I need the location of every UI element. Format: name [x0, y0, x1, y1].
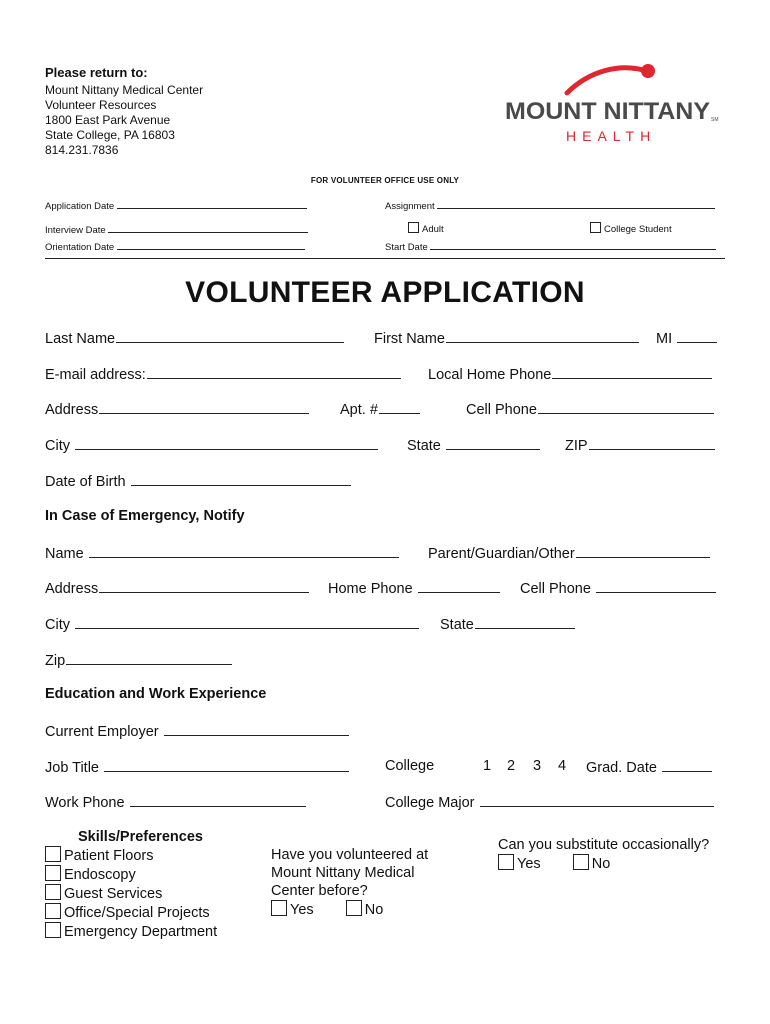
- city-line[interactable]: [75, 436, 378, 450]
- relation-line[interactable]: [576, 544, 710, 558]
- volunteered-yes-option[interactable]: [271, 902, 314, 918]
- mi-line[interactable]: [677, 329, 717, 343]
- grad-date-label: Grad. Date: [586, 760, 657, 776]
- emergency-cell-phone-line[interactable]: [596, 579, 716, 593]
- state-label: State: [407, 438, 441, 454]
- emergency-name-field[interactable]: [45, 544, 399, 562]
- cell-phone-label: Cell Phone: [466, 402, 537, 418]
- city-field[interactable]: [45, 436, 378, 454]
- last-name-field[interactable]: [45, 329, 344, 347]
- logo-tm: SM: [711, 117, 719, 123]
- substitute-question-text: Can you substitute occasionally?: [498, 837, 710, 853]
- skills-section: [45, 828, 217, 941]
- emergency-heading: In Case of Emergency, Notify: [45, 508, 245, 524]
- volunteered-yes-checkbox[interactable]: [271, 900, 287, 916]
- skill-option[interactable]: [45, 865, 217, 884]
- local-home-phone-field[interactable]: [428, 365, 712, 383]
- year-1-option[interactable]: 1: [483, 758, 492, 774]
- guest-services-checkbox[interactable]: [45, 884, 61, 900]
- job-title-field[interactable]: [45, 758, 349, 776]
- address-field[interactable]: [45, 400, 309, 418]
- emergency-department-checkbox[interactable]: [45, 922, 61, 938]
- emergency-address-field[interactable]: [45, 579, 309, 597]
- job-title-line[interactable]: [104, 758, 349, 772]
- emergency-city-field[interactable]: [45, 615, 419, 633]
- return-city: State College, PA 16803: [45, 128, 175, 142]
- college-major-line[interactable]: [480, 793, 714, 807]
- work-phone-field[interactable]: [45, 793, 306, 811]
- skills-heading: Skills/Preferences: [78, 829, 203, 845]
- emergency-state-field[interactable]: [440, 615, 575, 633]
- application-date-label: Application Date: [45, 201, 115, 212]
- skill-option[interactable]: [45, 922, 217, 941]
- emergency-home-phone-label: Home Phone: [328, 581, 413, 597]
- substitute-yes-label: Yes: [517, 856, 541, 872]
- substitute-yes-checkbox[interactable]: [498, 854, 514, 870]
- adult-option[interactable]: [408, 222, 444, 235]
- orientation-date-field[interactable]: [45, 239, 305, 253]
- first-name-field[interactable]: [374, 329, 639, 347]
- local-home-phone-line[interactable]: [552, 365, 712, 379]
- skill-option[interactable]: [45, 846, 217, 865]
- skill-label: Endoscopy: [64, 867, 136, 883]
- mount-nittany-health-logo: [505, 60, 720, 150]
- return-phone: 814.231.7836: [45, 143, 119, 157]
- year-3-option[interactable]: 3: [533, 758, 542, 774]
- emergency-name-label: Name: [45, 546, 84, 562]
- adult-checkbox[interactable]: [408, 222, 419, 233]
- last-name-label: Last Name: [45, 331, 116, 347]
- interview-date-label: Interview Date: [45, 225, 106, 236]
- skill-option[interactable]: [45, 903, 217, 922]
- emergency-state-label: State: [440, 617, 474, 633]
- patient-floors-checkbox[interactable]: [45, 846, 61, 862]
- adult-label: Adult: [422, 224, 444, 235]
- city-label: City: [45, 438, 70, 454]
- grad-date-line[interactable]: [662, 758, 712, 772]
- emergency-zip-label: Zip: [45, 653, 66, 669]
- state-line[interactable]: [446, 436, 540, 450]
- substitute-no-label: No: [591, 856, 611, 872]
- cell-phone-field[interactable]: [466, 400, 714, 418]
- education-heading: Education and Work Experience: [45, 686, 267, 702]
- college-student-option[interactable]: [590, 222, 672, 235]
- start-date-field[interactable]: [385, 239, 716, 253]
- emergency-state-line[interactable]: [475, 615, 575, 629]
- apt-line[interactable]: [379, 400, 420, 414]
- office-projects-checkbox[interactable]: [45, 903, 61, 919]
- interview-date-line[interactable]: [108, 222, 308, 233]
- volunteered-question-line: Mount Nittany Medical: [271, 865, 415, 881]
- address-line[interactable]: [99, 400, 309, 414]
- year-4-option[interactable]: 4: [558, 758, 567, 774]
- cell-phone-line[interactable]: [538, 400, 714, 414]
- volunteered-yes-label: Yes: [290, 902, 314, 918]
- skill-label: Patient Floors: [64, 848, 154, 864]
- assignment-line[interactable]: [437, 198, 715, 209]
- emergency-zip-field[interactable]: [45, 651, 232, 669]
- emergency-city-line[interactable]: [75, 615, 419, 629]
- skill-label: Office/Special Projects: [64, 905, 210, 921]
- emergency-cell-phone-field[interactable]: [520, 579, 716, 597]
- dob-line[interactable]: [131, 472, 351, 486]
- current-employer-label: Current Employer: [45, 724, 159, 740]
- work-phone-line[interactable]: [130, 793, 306, 807]
- emergency-cell-phone-label: Cell Phone: [520, 581, 591, 597]
- orientation-date-label: Orientation Date: [45, 242, 115, 253]
- email-line[interactable]: [147, 365, 401, 379]
- orientation-date-line[interactable]: [117, 239, 305, 250]
- return-org: Mount Nittany Medical Center: [45, 83, 204, 97]
- grad-date-field[interactable]: [586, 758, 712, 776]
- assignment-label: Assignment: [385, 201, 435, 212]
- emergency-address-line[interactable]: [99, 579, 309, 593]
- apt-field[interactable]: [340, 400, 420, 418]
- office-use-divider: [45, 258, 725, 259]
- emergency-zip-line[interactable]: [66, 651, 232, 665]
- college-major-label: College Major: [385, 795, 475, 811]
- logo-line2: HEALTH: [566, 128, 657, 144]
- skill-option[interactable]: [45, 884, 217, 903]
- year-2-option[interactable]: 2: [507, 758, 516, 774]
- email-label: E-mail address:: [45, 367, 146, 383]
- substitute-yes-option[interactable]: [498, 856, 541, 872]
- apt-label: Apt. #: [340, 402, 378, 418]
- first-name-line[interactable]: [446, 329, 639, 343]
- email-field[interactable]: [45, 365, 401, 383]
- job-title-label: Job Title: [45, 760, 99, 776]
- logo-line1: MOUNT NITTANY: [505, 98, 710, 125]
- start-date-label: Start Date: [385, 242, 428, 253]
- zip-line[interactable]: [589, 436, 715, 450]
- relation-label: Parent/Guardian/Other: [428, 546, 575, 562]
- application-date-line[interactable]: [117, 198, 307, 209]
- volunteered-no-checkbox[interactable]: [346, 900, 362, 916]
- substitute-no-checkbox[interactable]: [573, 854, 589, 870]
- college-student-label: College Student: [604, 224, 672, 235]
- emergency-city-label: City: [45, 617, 70, 633]
- zip-field[interactable]: [565, 436, 715, 454]
- zip-label: ZIP: [565, 438, 588, 454]
- substitute-no-option[interactable]: [573, 856, 611, 872]
- dob-label: Date of Birth: [45, 474, 126, 490]
- work-phone-label: Work Phone: [45, 795, 125, 811]
- return-dept: Volunteer Resources: [45, 98, 157, 112]
- assignment-field[interactable]: [385, 198, 715, 212]
- college-student-checkbox[interactable]: [590, 222, 601, 233]
- college-major-field[interactable]: [385, 793, 714, 811]
- emergency-home-phone-line[interactable]: [418, 579, 500, 593]
- volunteered-before-question: [271, 846, 428, 919]
- first-name-label: First Name: [374, 331, 445, 347]
- emergency-address-label: Address: [45, 581, 99, 597]
- relation-field[interactable]: [428, 544, 710, 562]
- address-label: Address: [45, 402, 99, 418]
- dob-field[interactable]: [45, 472, 351, 490]
- current-employer-line[interactable]: [164, 722, 349, 736]
- volunteered-no-option[interactable]: [346, 902, 384, 918]
- skill-label: Guest Services: [64, 886, 163, 902]
- interview-date-field[interactable]: [45, 222, 308, 236]
- start-date-line[interactable]: [430, 239, 716, 250]
- mi-label: MI: [656, 331, 673, 347]
- skill-label: Emergency Department: [64, 924, 218, 940]
- endoscopy-checkbox[interactable]: [45, 865, 61, 881]
- state-field[interactable]: [407, 436, 540, 454]
- office-use-title: FOR VOLUNTEER OFFICE USE ONLY: [310, 176, 460, 185]
- return-street: 1800 East Park Avenue: [45, 113, 171, 127]
- volunteered-question-line: Center before?: [271, 883, 368, 899]
- emergency-home-phone-field[interactable]: [328, 579, 500, 597]
- return-title: Please return to:: [45, 65, 148, 80]
- volunteered-no-label: No: [364, 902, 384, 918]
- substitute-question: [498, 836, 709, 873]
- emergency-name-line[interactable]: [89, 544, 399, 558]
- local-home-phone-label: Local Home Phone: [428, 367, 552, 383]
- mi-field[interactable]: [656, 329, 717, 347]
- college-label: College: [385, 758, 435, 774]
- form-title: VOLUNTEER APPLICATION: [185, 276, 585, 309]
- current-employer-field[interactable]: [45, 722, 349, 740]
- application-date-field[interactable]: [45, 198, 307, 212]
- volunteered-question-line: Have you volunteered at: [271, 847, 429, 863]
- last-name-line[interactable]: [116, 329, 344, 343]
